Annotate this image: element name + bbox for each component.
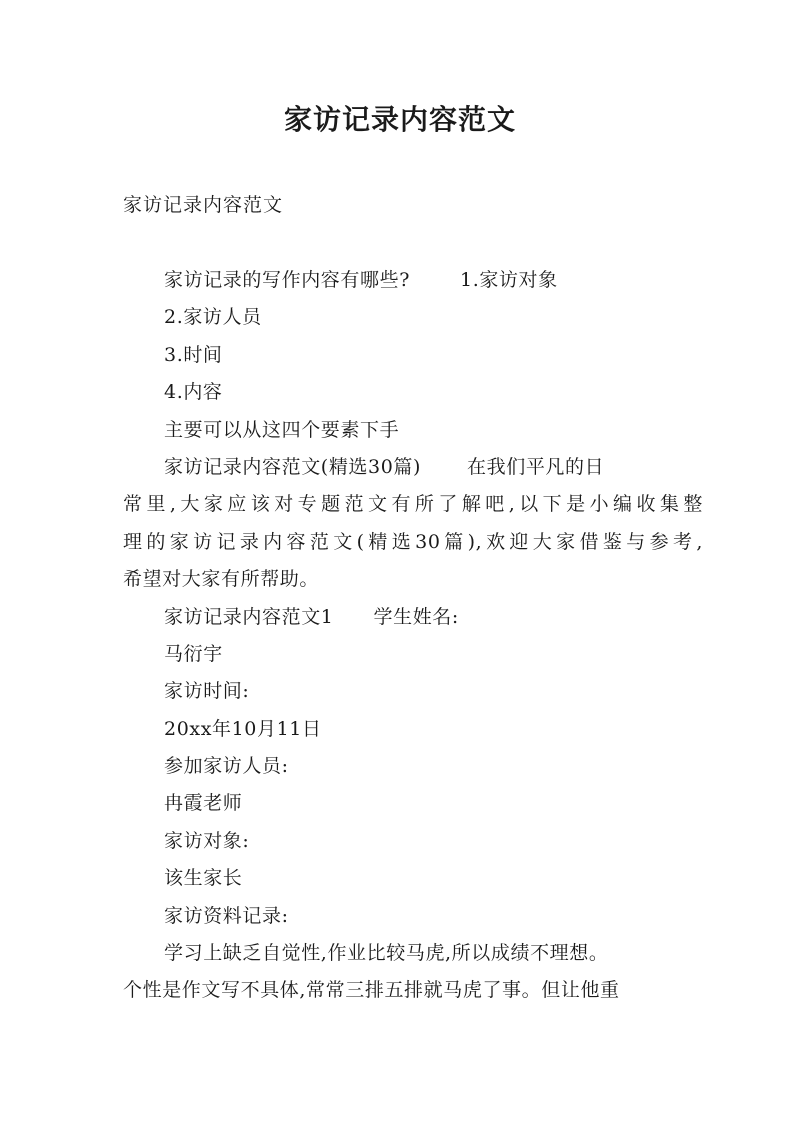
document-title: 家访记录内容范文 (283, 103, 516, 136)
document-body (123, 262, 703, 1010)
visit-time-label: 家访时间: (164, 680, 250, 703)
document-subtitle: 家访记录内容范文 (123, 194, 284, 216)
intro-line-1 (123, 449, 703, 486)
question-line (123, 262, 703, 299)
intro-heading: 家访记录内容范文(精选30篇) (164, 455, 422, 478)
visit-time: 20xx年10月11日 (164, 717, 322, 740)
item-visit-target: 1.家访对象 (460, 269, 558, 291)
intro-line-4: 希望对大家有所帮助。 (123, 568, 320, 591)
intro-line-3: 理的家访记录内容范文(精选30篇),欢迎大家借鉴与参考, (123, 530, 703, 553)
item-content: 4.内容 (164, 381, 223, 404)
question-text: 家访记录的写作内容有哪些? (164, 269, 410, 291)
visitors-label: 参加家访人员: (164, 755, 289, 778)
target: 该生家长 (164, 867, 243, 890)
intro-line-2: 常里,大家应该对专题范文有所了解吧,以下是小编收集整 (123, 493, 703, 516)
sample-heading-line (123, 599, 703, 636)
target-label: 家访对象: (164, 829, 250, 852)
record-label: 家访资料记录: (164, 904, 289, 927)
record-line-2: 个性是作文写不具体,常常三排五排就马虎了事。但让他重 (123, 979, 620, 1002)
visitors: 冉霞老师 (164, 792, 243, 815)
student-name: 马衍宇 (164, 642, 223, 665)
record-line-1: 学习上缺乏自觉性,作业比较马虎,所以成绩不理想。 (164, 942, 609, 965)
student-name-label: 学生姓名: (373, 605, 459, 628)
sample-heading: 家访记录内容范文1 (164, 605, 334, 628)
summary-line: 主要可以从这四个要素下手 (164, 418, 400, 441)
item-time: 3.时间 (164, 343, 223, 366)
item-visitors: 2.家访人员 (164, 306, 262, 329)
intro-start: 在我们平凡的日 (467, 455, 605, 478)
